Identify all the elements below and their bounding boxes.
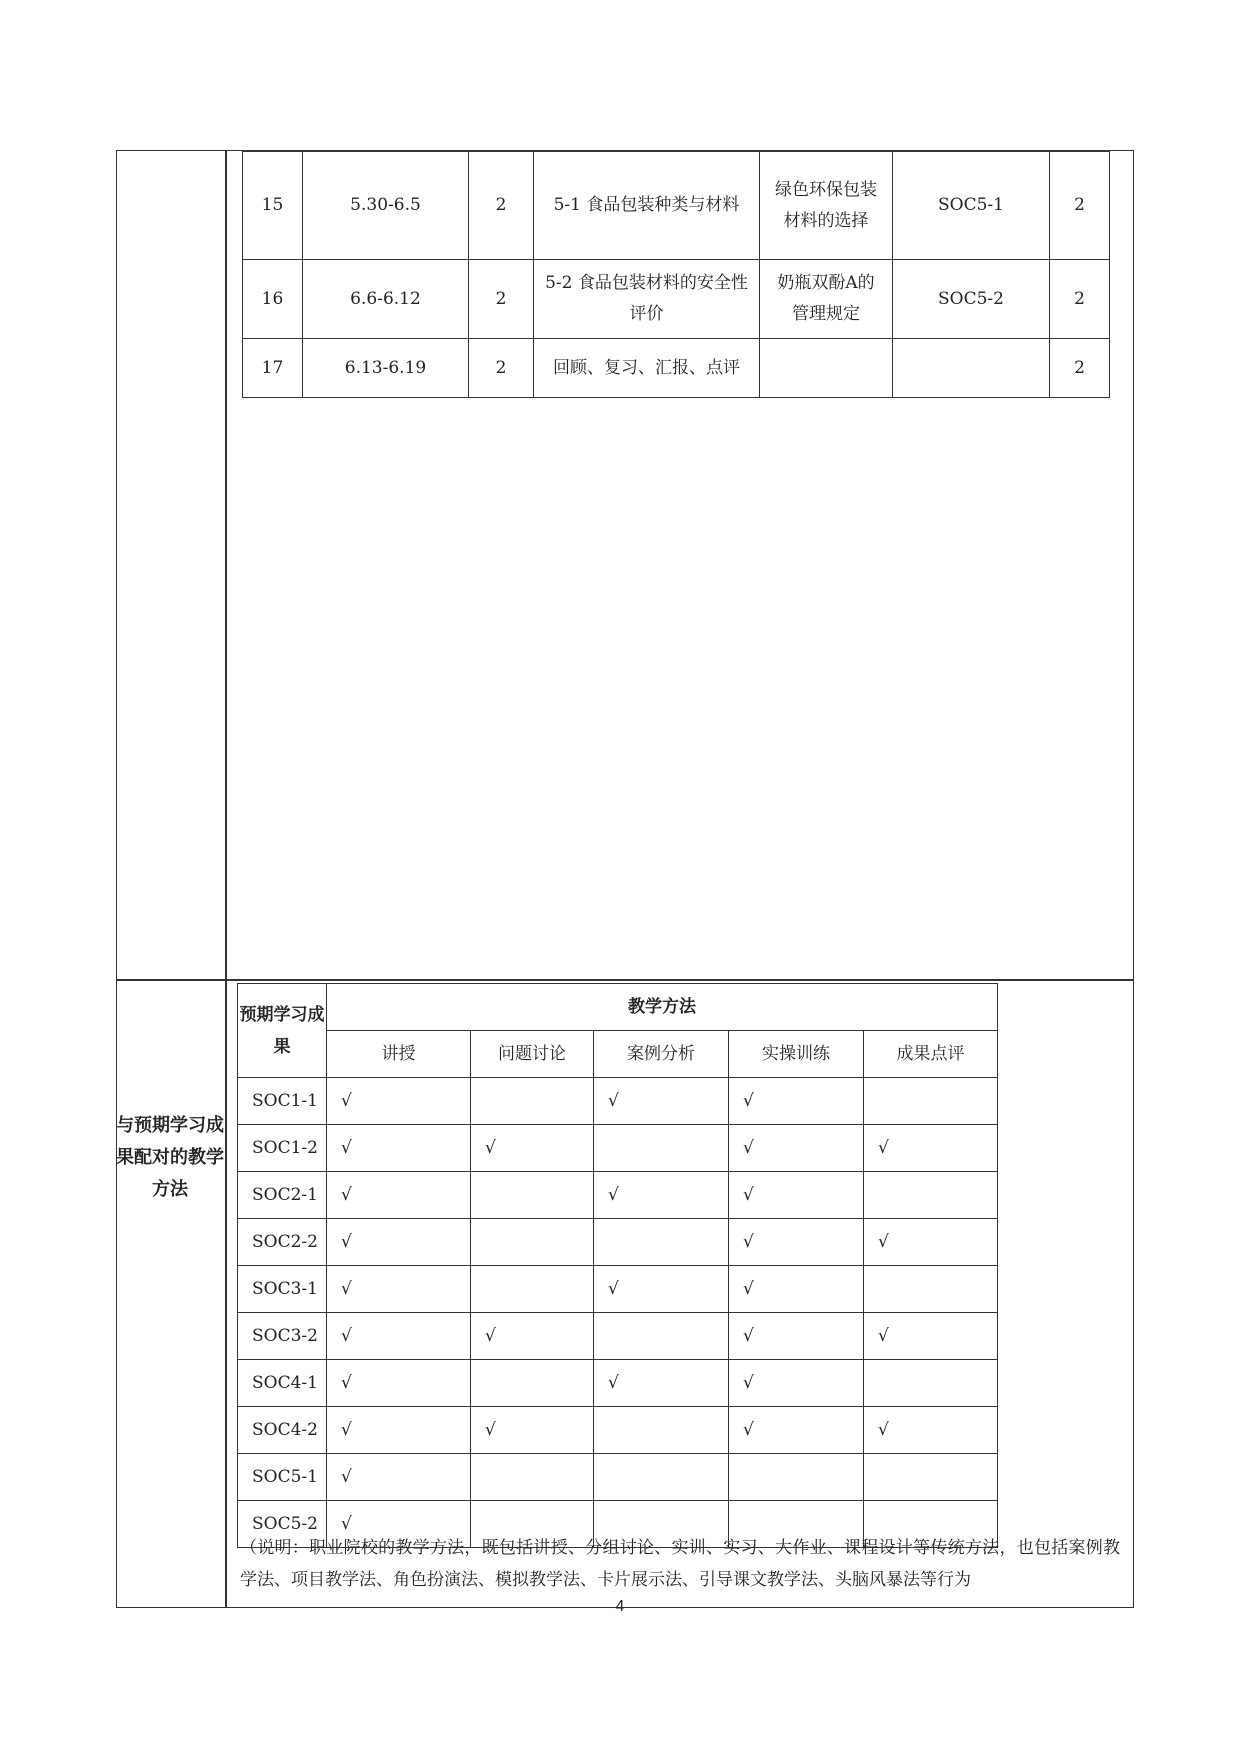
method-check-cell [864, 1454, 998, 1501]
outcome-code: SOC5-1 [238, 1454, 327, 1501]
schedule-cell-case [760, 339, 893, 398]
method-check-cell: √ [327, 1360, 471, 1407]
method-column-header: 实操训练 [729, 1031, 864, 1078]
method-check-cell: √ [729, 1078, 864, 1125]
method-check-cell: √ [594, 1266, 729, 1313]
schedule-row [243, 339, 1110, 398]
outcome-code: SOC1-1 [238, 1078, 327, 1125]
outcome-code: SOC4-1 [238, 1360, 327, 1407]
schedule-cell-date: 6.13-6.19 [303, 339, 469, 398]
method-check-cell: √ [594, 1078, 729, 1125]
schedule-cell-content: 5-2 食品包装材料的安全性评价 [534, 260, 760, 339]
method-check-cell: √ [471, 1125, 594, 1172]
schedule-cell-outcome: SOC5-1 [893, 152, 1050, 260]
method-check-cell [471, 1078, 594, 1125]
schedule-cell-content: 回顾、复习、汇报、点评 [534, 339, 760, 398]
method-check-cell: √ [594, 1360, 729, 1407]
method-check-cell: √ [327, 1125, 471, 1172]
method-column-header: 讲授 [327, 1031, 471, 1078]
methods-row [238, 1313, 998, 1360]
method-check-cell [864, 1078, 998, 1125]
methods-row [238, 1454, 998, 1501]
outcome-code: SOC2-1 [238, 1172, 327, 1219]
schedule-cell-case: 奶瓶双酚A的管理规定 [760, 260, 893, 339]
method-check-cell [471, 1360, 594, 1407]
method-column-header: 成果点评 [864, 1031, 998, 1078]
method-check-cell: √ [327, 1172, 471, 1219]
method-check-cell: √ [327, 1219, 471, 1266]
method-check-cell [594, 1407, 729, 1454]
schedule-cell-assess: 2 [1050, 260, 1110, 339]
methods-row [238, 1266, 998, 1313]
methods-section-label: 与预期学习成果配对的教学方法 [116, 1115, 224, 1200]
schedule-cell-week: 17 [243, 339, 303, 398]
method-check-cell [471, 1172, 594, 1219]
method-check-cell [594, 1125, 729, 1172]
method-check-cell [864, 1360, 998, 1407]
schedule-cell-date: 5.30-6.5 [303, 152, 469, 260]
schedule-cell-hours: 2 [469, 260, 534, 339]
method-check-cell [594, 1313, 729, 1360]
schedule-row [243, 260, 1110, 339]
method-check-cell [471, 1219, 594, 1266]
outcome-code: SOC1-2 [238, 1125, 327, 1172]
outcome-code: SOC3-2 [238, 1313, 327, 1360]
form-section-divider [116, 979, 1134, 981]
method-check-cell: √ [729, 1266, 864, 1313]
outcome-header: 预期学习成果 [238, 984, 327, 1078]
schedule-cell-week: 15 [243, 152, 303, 260]
method-check-cell: √ [729, 1360, 864, 1407]
methods-row [238, 1360, 998, 1407]
method-check-cell: √ [327, 1501, 471, 1548]
schedule-table [242, 151, 1110, 398]
methods-row [238, 1219, 998, 1266]
schedule-cell-outcome: SOC5-2 [893, 260, 1050, 339]
schedule-cell-assess: 2 [1050, 339, 1110, 398]
method-check-cell [471, 1266, 594, 1313]
methods-header: 教学方法 [327, 984, 998, 1031]
method-check-cell: √ [729, 1407, 864, 1454]
schedule-cell-week: 16 [243, 260, 303, 339]
schedule-cell-content: 5-1 食品包装种类与材料 [534, 152, 760, 260]
form-column-divider [225, 150, 227, 1608]
schedule-cell-hours: 2 [469, 339, 534, 398]
page-number: 4 [615, 1598, 625, 1615]
method-check-cell [471, 1454, 594, 1501]
method-check-cell [864, 1266, 998, 1313]
teaching-methods-table [237, 983, 998, 1548]
schedule-row [243, 152, 1110, 260]
method-check-cell: √ [729, 1172, 864, 1219]
method-check-cell [594, 1454, 729, 1501]
method-check-cell: √ [327, 1078, 471, 1125]
method-check-cell: √ [327, 1313, 471, 1360]
schedule-cell-outcome [893, 339, 1050, 398]
schedule-cell-assess: 2 [1050, 152, 1110, 260]
outcome-code: SOC4-2 [238, 1407, 327, 1454]
method-check-cell: √ [471, 1313, 594, 1360]
outcome-code: SOC3-1 [238, 1266, 327, 1313]
method-check-cell: √ [327, 1407, 471, 1454]
method-check-cell [864, 1172, 998, 1219]
methods-note: （说明：职业院校的教学方法，既包括讲授、分组讨论、实训、实习、大作业、课程设计等传统方法，也包括案例教学法、项目教学法、角色扮演法、模拟教学法、卡片展示法、引导课文教学法、头脑风暴法等行为 [240, 1538, 1120, 1590]
method-check-cell: √ [864, 1407, 998, 1454]
method-check-cell [594, 1219, 729, 1266]
schedule-cell-case: 绿色环保包装材料的选择 [760, 152, 893, 260]
methods-row [238, 1407, 998, 1454]
method-check-cell: √ [729, 1125, 864, 1172]
method-check-cell: √ [471, 1407, 594, 1454]
schedule-cell-date: 6.6-6.12 [303, 260, 469, 339]
method-check-cell: √ [327, 1266, 471, 1313]
method-check-cell: √ [864, 1219, 998, 1266]
method-check-cell: √ [729, 1313, 864, 1360]
outcome-code: SOC5-2 [238, 1501, 327, 1548]
method-check-cell: √ [327, 1454, 471, 1501]
method-check-cell [729, 1454, 864, 1501]
method-check-cell: √ [864, 1125, 998, 1172]
method-check-cell: √ [729, 1219, 864, 1266]
method-check-cell: √ [864, 1313, 998, 1360]
methods-row [238, 1125, 998, 1172]
method-column-header: 问题讨论 [471, 1031, 594, 1078]
method-column-header: 案例分析 [594, 1031, 729, 1078]
method-check-cell: √ [594, 1172, 729, 1219]
outcome-code: SOC2-2 [238, 1219, 327, 1266]
methods-row [238, 1172, 998, 1219]
methods-row [238, 1078, 998, 1125]
schedule-cell-hours: 2 [469, 152, 534, 260]
